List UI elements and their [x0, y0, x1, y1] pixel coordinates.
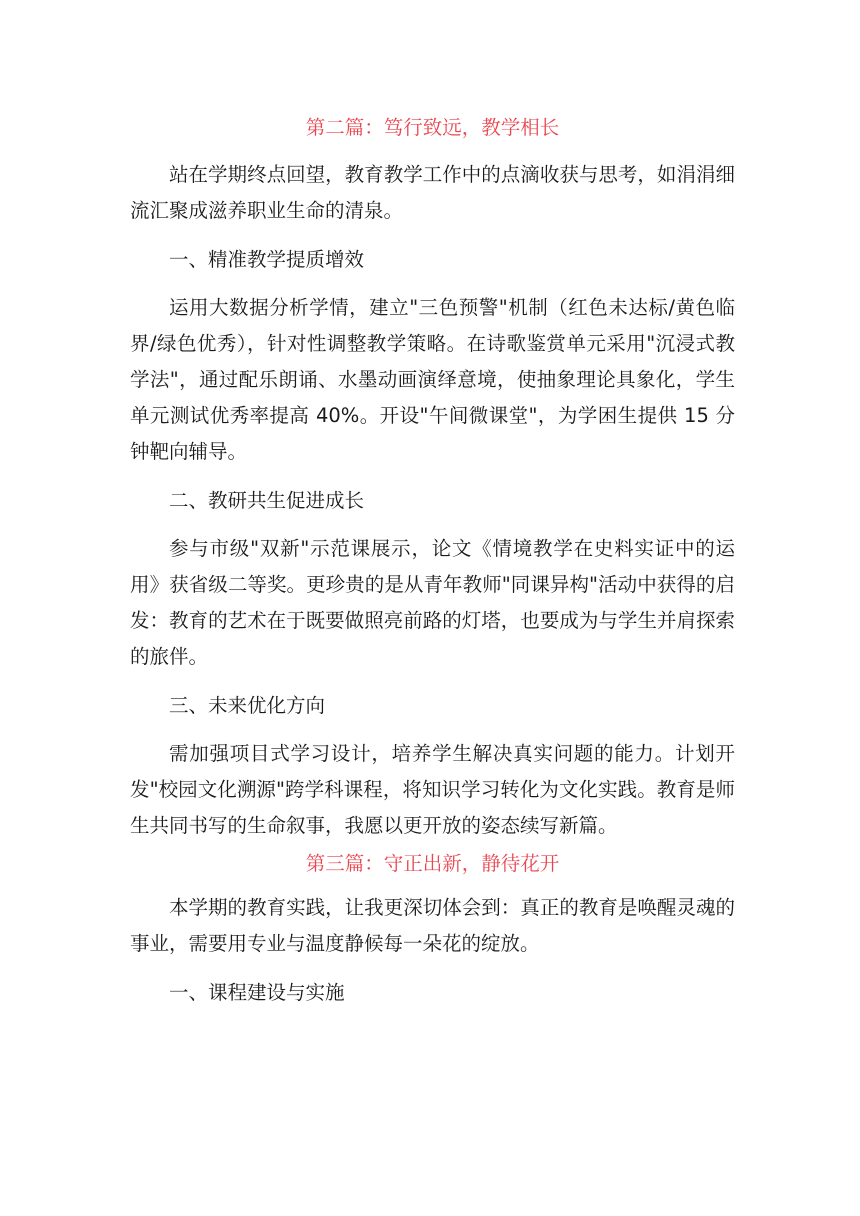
article-2-section-3-title: 三、未来优化方向 — [169, 693, 326, 717]
article-2-section-1-body: 运用大数据分析学情，建立"三色预警"机制（红色未达标/黄色临界/绿色优秀），针对性调整教学策略。在诗歌鉴赏单元采用"沉浸式教学法"，通过配乐朗诵、水墨动画演绎意境，使抽象理论具象化，学生单元测试优秀率提高 40%。开设"午间微课堂"，为学困生提供 15 分钟靶向辅导。 — [130, 296, 735, 463]
article-2-section-2-body: 参与市级"双新"示范课展示，论文《情境教学在史料实证中的运用》获省级二等奖。更珍贵的是从青年教师"同课异构"活动中获得的启发：教育的艺术在于既要做照亮前路的灯塔，也要成为与学生并肩探索的旅伴。 — [130, 537, 735, 668]
article-2-intro: 站在学期终点回望，教育教学工作中的点滴收获与思考，如涓涓细流汇聚成滋养职业生命的清泉。 — [130, 163, 735, 222]
article-3-title: 第三篇：守正出新，静待花开 — [305, 852, 560, 875]
article-3-intro: 本学期的教育实践，让我更深切体会到：真正的教育是唤醒灵魂的事业，需要用专业与温度静候每一朵花的绽放。 — [130, 896, 735, 955]
article-2-section-1-title: 一、精准教学提质增效 — [169, 247, 365, 271]
article-2-section-3-body: 需加强项目式学习设计，培养学生解决真实问题的能力。计划开发"校园文化溯源"跨学科课程，将知识学习转化为文化实践。教育是师生共同书写的生命叙事，我愿以更开放的姿态续写新篇。 — [130, 742, 735, 837]
article-3-section-1-title: 一、课程建设与实施 — [169, 980, 345, 1004]
article-2-title: 第二篇：笃行致远，教学相长 — [305, 116, 560, 139]
document-content — [130, 110, 735, 1023]
article-2-section-2-title: 二、教研共生促进成长 — [169, 488, 365, 512]
